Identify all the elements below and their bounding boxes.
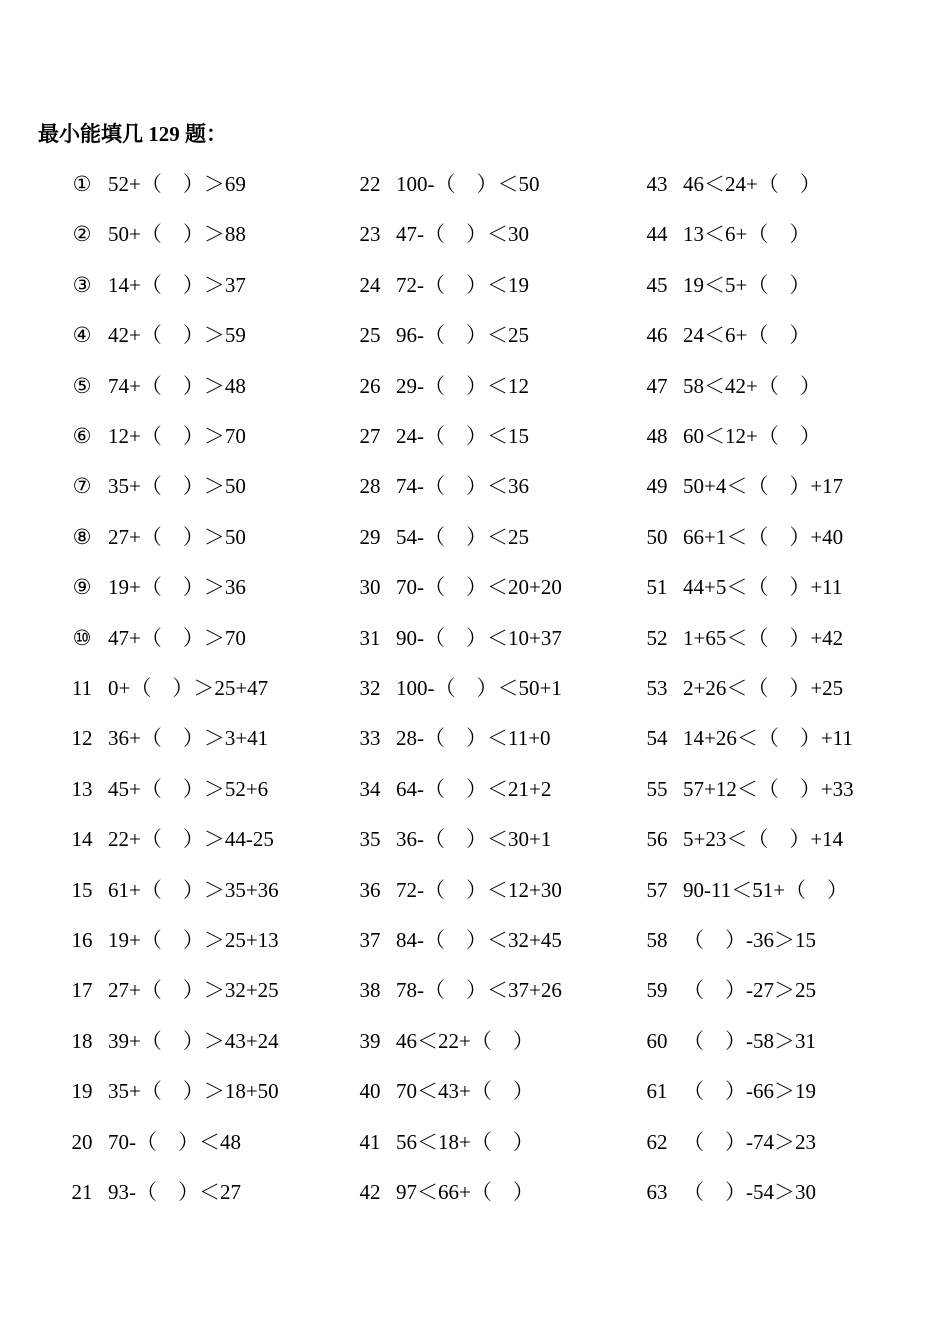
problem-expression: 72-（ ）＜19 [396,272,529,297]
problem-number: 32 [359,676,381,700]
problem-expression: 1+65＜（ ）+42 [683,625,844,650]
problem-expression: （ ）-58＞31 [683,1028,816,1053]
problem-expression: （ ）-36＞15 [683,928,816,952]
problem-number: ⑤ [72,373,92,398]
problem-expression: 46＜22+（ ） [396,1028,534,1053]
problem-expression: 35+（ ）＞18+50 [108,1079,279,1104]
problem-number: 48 [646,424,668,448]
problem-expression: 74+（ ）＞48 [108,373,246,398]
problem-expression: 12+（ ）＞70 [108,424,246,448]
problem-number: 22 [359,172,381,196]
problem-number: 19 [71,1079,93,1104]
problem-number: ⑨ [72,575,92,600]
problem-expression: 2+26＜（ ）+25 [683,676,844,700]
problem-expression: 57+12＜（ ）+33 [683,776,854,801]
problem-expression: 50+（ ）＞88 [108,222,246,247]
problem-number: 42 [359,1180,381,1204]
problem-number: 15 [71,877,93,902]
problem-number: 35 [359,827,381,852]
problem-number: 26 [359,373,381,398]
problem-expression: 27+（ ）＞50 [108,524,246,549]
problem-number: 63 [646,1180,668,1204]
problem-expression: 60＜12+（ ） [683,424,821,448]
problem-expression: 93-（ ）＜27 [108,1180,241,1204]
problem-number: 30 [359,575,381,600]
problem-number: 54 [646,726,668,751]
problem-expression: 47-（ ）＜30 [396,222,529,247]
problem-number: 38 [359,978,381,1003]
problem-number: 41 [359,1129,381,1154]
problem-number: 47 [646,373,668,398]
problem-expression: （ ）-66＞19 [683,1079,816,1104]
problem-expression: 56＜18+（ ） [396,1129,534,1154]
problem-expression: 97＜66+（ ） [396,1180,534,1204]
problem-expression: 78-（ ）＜37+26 [396,978,562,1003]
problem-number: 57 [646,877,668,902]
problem-expression: 52+（ ）＞69 [108,172,246,196]
problem-number: 50 [646,524,668,549]
problem-number: 55 [646,776,668,801]
problem-number: 21 [71,1180,93,1204]
problem-number: 27 [359,424,381,448]
problem-number: 46 [646,323,668,348]
problem-expression: 70＜43+（ ） [396,1079,534,1104]
problem-number: 14 [71,827,93,852]
problem-number: 59 [646,978,668,1003]
problem-number: 13 [71,776,93,801]
problem-number: 49 [646,474,668,499]
problem-number: 25 [359,323,381,348]
problem-expression: 46＜24+（ ） [683,172,821,196]
problem-expression: 39+（ ）＞43+24 [108,1028,279,1053]
page-title: 最小能填几 129 题： [38,122,227,146]
problem-number: ⑩ [72,625,92,650]
problem-expression: 36-（ ）＜30+1 [396,827,552,852]
problem-expression: 5+23＜（ ）+14 [683,827,844,852]
problem-number: 61 [646,1079,668,1104]
problem-number: 23 [359,222,381,247]
problem-expression: 19+（ ）＞25+13 [108,928,279,952]
problem-expression: 64-（ ）＜21+2 [396,776,552,801]
problem-expression: 100-（ ）＜50+1 [396,676,562,700]
problem-expression: 58＜42+（ ） [683,373,821,398]
problem-expression: 42+（ ）＞59 [108,323,246,348]
problem-number: ① [72,172,92,196]
problem-expression: 90-11＜51+（ ） [683,877,849,902]
problem-expression: 14+26＜（ ）+11 [683,726,853,751]
problem-expression: 100-（ ）＜50 [396,172,540,196]
problem-expression: 36+（ ）＞3+41 [108,726,269,751]
problem-number: 29 [359,524,381,549]
problem-number: 53 [646,676,668,700]
problem-expression: 35+（ ）＞50 [108,474,246,499]
problem-expression: 27+（ ）＞32+25 [108,978,279,1003]
problem-expression: 29-（ ）＜12 [396,373,529,398]
problem-expression: 19+（ ）＞36 [108,575,246,600]
problem-expression: （ ）-74＞23 [683,1129,816,1154]
problem-expression: 14+（ ）＞37 [108,272,246,297]
problem-expression: 72-（ ）＜12+30 [396,877,562,902]
problem-expression: （ ）-27＞25 [683,978,816,1003]
problem-expression: 96-（ ）＜25 [396,323,529,348]
problem-expression: 66+1＜（ ）+40 [683,524,844,549]
problem-expression: 84-（ ）＜32+45 [396,928,562,952]
problem-number: ⑦ [72,474,92,499]
problem-number: 39 [359,1028,381,1053]
problem-number: ③ [72,272,92,297]
problem-expression: 70-（ ）＜48 [108,1129,241,1154]
problem-number: 51 [646,575,668,600]
problem-expression: 70-（ ）＜20+20 [396,575,562,600]
problem-expression: 13＜6+（ ） [683,222,811,247]
problem-expression: 90-（ ）＜10+37 [396,625,562,650]
problem-number: 52 [646,625,668,650]
problem-number: ④ [72,323,92,348]
problem-number: 28 [359,474,381,499]
problem-number: ② [72,222,92,247]
problem-number: 17 [71,978,93,1003]
problem-expression: 24＜6+（ ） [683,323,811,348]
problem-number: 62 [646,1129,668,1154]
problem-expression: 22+（ ）＞44-25 [108,827,274,852]
problem-expression: 45+（ ）＞52+6 [108,776,269,801]
problem-number: 45 [646,272,668,297]
problem-expression: 19＜5+（ ） [683,272,811,297]
problem-number: 33 [359,726,381,751]
problem-expression: 54-（ ）＜25 [396,524,529,549]
problem-number: 20 [71,1129,93,1154]
problem-number: 12 [71,726,93,751]
problem-expression: 61+（ ）＞35+36 [108,877,279,902]
problem-number: 34 [359,776,381,801]
problem-number: 16 [71,928,93,952]
problem-number: 44 [646,222,668,247]
problem-expression: （ ）-54＞30 [683,1180,816,1204]
problem-number: 36 [359,877,381,902]
problem-expression: 47+（ ）＞70 [108,625,246,650]
problem-number: 43 [646,172,668,196]
problem-expression: 0+（ ）＞25+47 [108,676,269,700]
problem-number: 40 [359,1079,381,1104]
problem-number: 24 [359,272,381,297]
problem-number: 37 [359,928,381,952]
problem-number: 58 [646,928,668,952]
problem-number: 31 [359,625,381,650]
problem-expression: 50+4＜（ ）+17 [683,474,844,499]
problem-number: ⑥ [72,424,92,448]
problem-expression: 44+5＜（ ）+11 [683,575,843,600]
problem-expression: 24-（ ）＜15 [396,424,529,448]
problem-number: 56 [646,827,668,852]
problem-number: 11 [71,676,93,700]
problem-number: 18 [71,1028,93,1053]
problem-expression: 28-（ ）＜11+0 [396,726,551,751]
problem-number: 60 [646,1028,668,1053]
problem-number: ⑧ [72,524,92,549]
problem-expression: 74-（ ）＜36 [396,474,529,499]
